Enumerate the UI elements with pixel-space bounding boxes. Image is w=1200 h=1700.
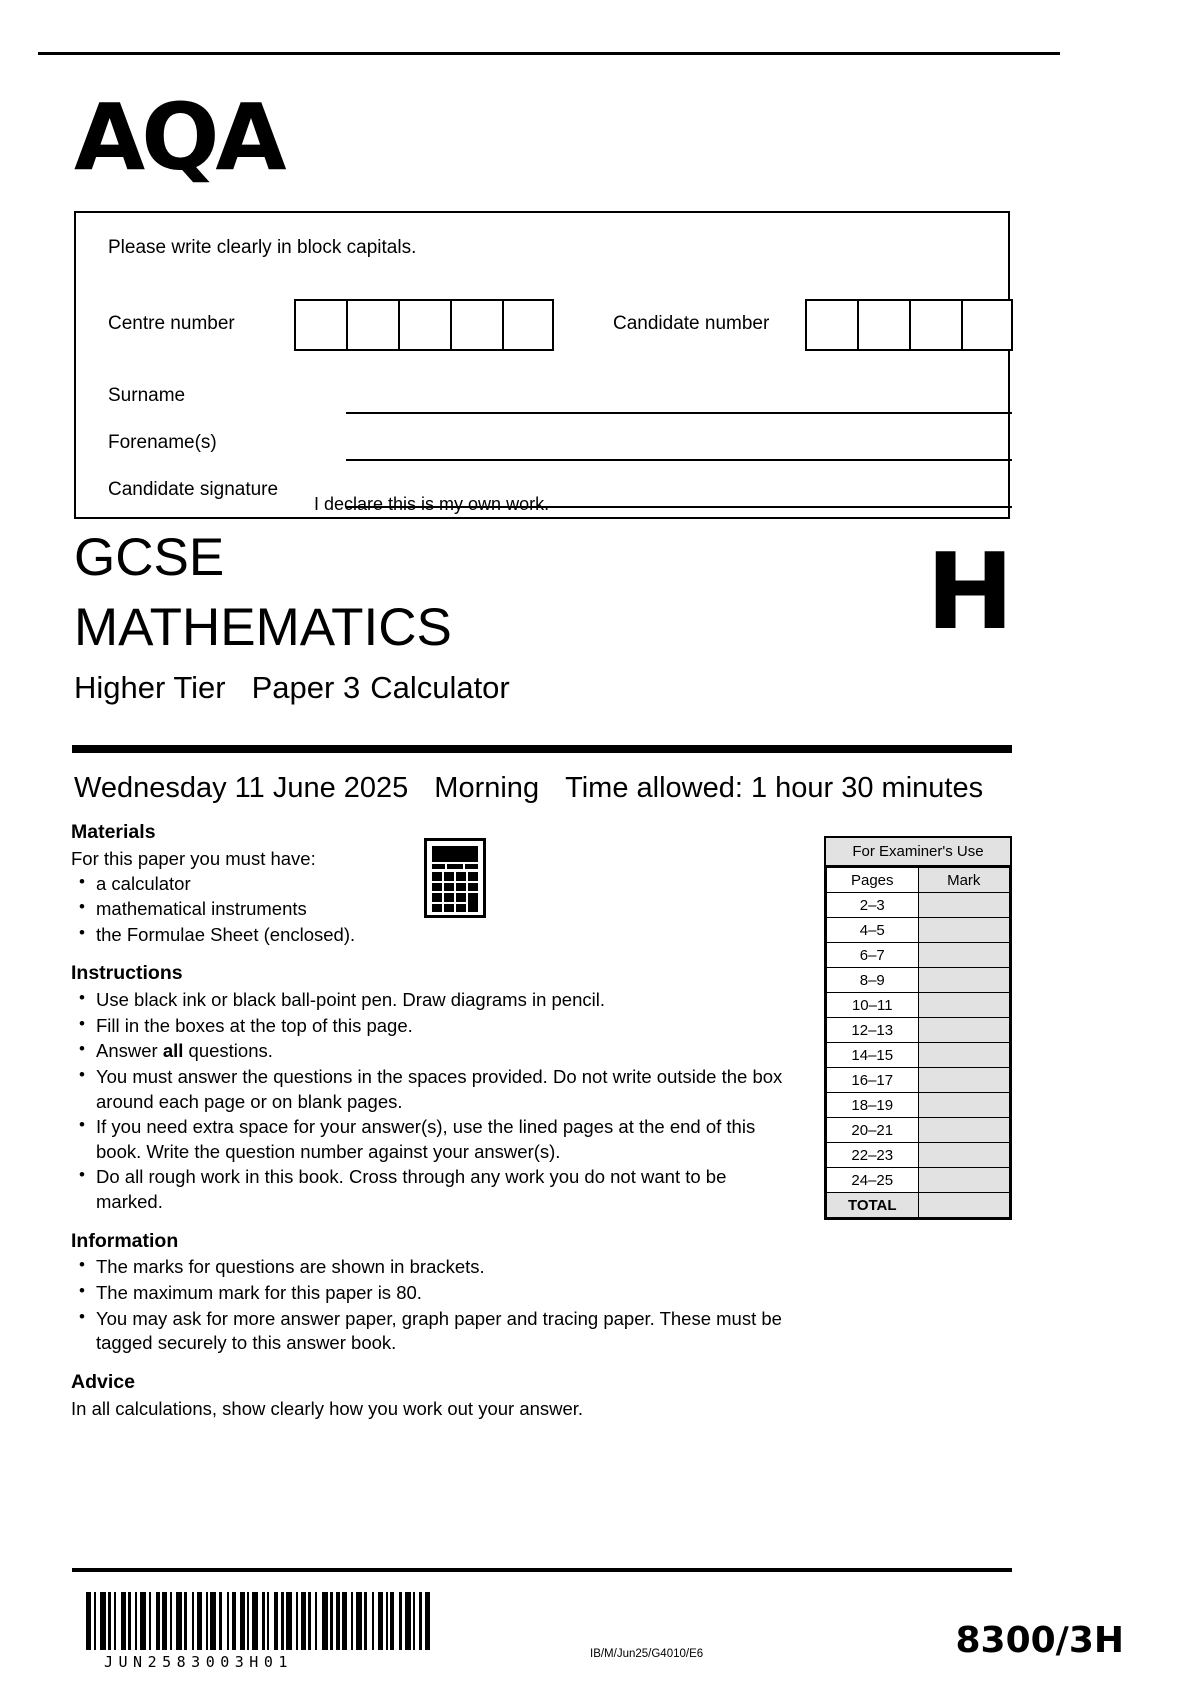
- top-divider: [38, 52, 1060, 55]
- pages-cell: 20–21: [827, 1118, 919, 1143]
- materials-intro: For this paper you must have:: [71, 847, 316, 869]
- forenames-label: Forename(s): [108, 432, 217, 453]
- candidate-number-label: Candidate number: [613, 313, 770, 334]
- list-item: • You must answer the questions in the spaces provided. Do not write outside the box around each page or on blank pages.: [96, 1065, 796, 1114]
- paper-instructions-column: [71, 820, 781, 1421]
- mark-cell[interactable]: [918, 993, 1010, 1018]
- barcode-number: JUN2583003H01: [104, 1653, 293, 1671]
- table-row: [827, 943, 1010, 968]
- tier-label: Higher Tier: [74, 670, 226, 705]
- centre-number-digit[interactable]: [346, 299, 398, 351]
- surname-row: [108, 385, 988, 425]
- number-fields-row: [108, 299, 988, 351]
- list-item-answer-all: [96, 1039, 796, 1064]
- subject-title: MATHEMATICS: [74, 598, 452, 657]
- candidate-number-digit[interactable]: [961, 299, 1013, 351]
- centre-number-digit[interactable]: [398, 299, 450, 351]
- centre-number-digit[interactable]: [450, 299, 502, 351]
- candidate-number-digit[interactable]: [857, 299, 909, 351]
- tier-letter-badge: H: [926, 531, 1014, 653]
- pages-cell: 2–3: [827, 893, 919, 918]
- col-header-pages: Pages: [827, 868, 919, 893]
- list-item: • You may ask for more answer paper, graph paper and tracing paper. These must be tagged securely to this answer book.: [96, 1307, 796, 1356]
- internal-reference-code: IB/M/Jun25/G4010/E6: [590, 1648, 704, 1660]
- table-row: [827, 1068, 1010, 1093]
- paper-code: 8300/3H: [955, 1620, 1124, 1661]
- materials-heading: Materials: [71, 821, 156, 843]
- paper-type-label: Calculator: [370, 670, 510, 705]
- centre-number-input[interactable]: [294, 299, 554, 351]
- total-label: TOTAL: [827, 1193, 919, 1218]
- candidate-number-digit[interactable]: [909, 299, 961, 351]
- list-item: • the Formulae Sheet (enclosed).: [96, 923, 426, 948]
- materials-list: [71, 872, 426, 948]
- mark-cell[interactable]: [918, 1118, 1010, 1143]
- examiner-table-title: For Examiner's Use: [826, 838, 1010, 867]
- tier-paper-line: [74, 670, 510, 706]
- mark-cell[interactable]: [918, 1093, 1010, 1118]
- pages-cell: 8–9: [827, 968, 919, 993]
- centre-number-digit[interactable]: [502, 299, 554, 351]
- col-header-mark: Mark: [918, 868, 1010, 893]
- aqa-logo: AQA: [74, 84, 283, 191]
- list-item: • Use black ink or black ball-point pen. Draw diagrams in pencil.: [96, 988, 796, 1013]
- pages-cell: 22–23: [827, 1143, 919, 1168]
- table-row: [827, 993, 1010, 1018]
- pages-cell: 16–17: [827, 1068, 919, 1093]
- exam-time-allowed: Time allowed: 1 hour 30 minutes: [565, 772, 984, 804]
- table-row: [827, 1093, 1010, 1118]
- answer-suffix: questions.: [183, 1040, 273, 1062]
- examiner-use-table: [824, 836, 1012, 1220]
- answer-prefix: Answer: [96, 1040, 163, 1062]
- exam-datetime-line: [74, 772, 983, 805]
- mark-cell[interactable]: [918, 943, 1010, 968]
- candidate-number-digit[interactable]: [805, 299, 857, 351]
- list-item: • The marks for questions are shown in brackets.: [96, 1255, 796, 1280]
- list-item: • The maximum mark for this paper is 80.: [96, 1281, 796, 1306]
- examiner-marks-table: [826, 867, 1010, 1218]
- pages-cell: 14–15: [827, 1043, 919, 1068]
- list-item: • Fill in the boxes at the top of this page.: [96, 1014, 796, 1039]
- table-row: [827, 1018, 1010, 1043]
- barcode-block: [86, 1592, 486, 1671]
- table-row: [827, 968, 1010, 993]
- table-row: [827, 1043, 1010, 1068]
- mark-cell[interactable]: [918, 1143, 1010, 1168]
- candidate-number-input[interactable]: [805, 299, 1013, 351]
- information-list: [71, 1255, 796, 1355]
- exam-date: Wednesday 11 June 2025: [74, 772, 409, 804]
- instructions-heading: Instructions: [71, 962, 183, 985]
- advice-text: In all calculations, show clearly how you work out your answer.: [71, 1397, 584, 1419]
- block-capitals-instruction: Please write clearly in block capitals.: [108, 237, 417, 258]
- table-row: [827, 918, 1010, 943]
- table-row: [827, 1168, 1010, 1193]
- table-total-row: [827, 1193, 1010, 1218]
- list-item: • If you need extra space for your answer(s), use the lined pages at the end of this book. Write the question number against your answer(s).: [96, 1115, 796, 1164]
- table-header-row: [827, 868, 1010, 893]
- total-mark-cell[interactable]: [918, 1193, 1010, 1218]
- pages-cell: 10–11: [827, 993, 919, 1018]
- mark-cell[interactable]: [918, 1018, 1010, 1043]
- mark-cell[interactable]: [918, 893, 1010, 918]
- pages-cell: 24–25: [827, 1168, 919, 1193]
- information-heading: Information: [71, 1229, 179, 1252]
- centre-number-label: Centre number: [108, 313, 235, 334]
- mark-cell[interactable]: [918, 1068, 1010, 1093]
- advice-heading: Advice: [71, 1370, 135, 1393]
- mark-cell[interactable]: [918, 918, 1010, 943]
- instructions-list: [71, 988, 796, 1214]
- mark-cell[interactable]: [918, 968, 1010, 993]
- table-row: [827, 1143, 1010, 1168]
- declaration-text: I declare this is my own work.: [314, 494, 550, 514]
- bottom-divider: [72, 1568, 1012, 1572]
- mark-cell[interactable]: [918, 1168, 1010, 1193]
- table-row: [827, 893, 1010, 918]
- barcode-image: [86, 1592, 486, 1650]
- pages-cell: 12–13: [827, 1018, 919, 1043]
- title-divider: [72, 745, 1012, 753]
- pages-cell: 6–7: [827, 943, 919, 968]
- pages-cell: 18–19: [827, 1093, 919, 1118]
- paper-label: Paper 3: [251, 670, 361, 705]
- list-item: • Do all rough work in this book. Cross through any work you do not want to be marked.: [96, 1165, 796, 1214]
- candidate-details-box: [74, 211, 1010, 519]
- surname-input-line[interactable]: [346, 412, 1012, 414]
- answer-all-emphasis: all: [162, 1040, 184, 1062]
- mark-cell[interactable]: [918, 1043, 1010, 1068]
- exam-session: Morning: [434, 772, 540, 804]
- table-row: [827, 1118, 1010, 1143]
- candidate-signature-label: Candidate signature: [108, 479, 279, 500]
- forenames-input-line[interactable]: [346, 459, 1012, 461]
- centre-number-digit[interactable]: [294, 299, 346, 351]
- list-item: • mathematical instruments: [96, 897, 426, 922]
- pages-cell: 4–5: [827, 918, 919, 943]
- qualification-title: GCSE: [74, 528, 225, 587]
- surname-label: Surname: [108, 385, 186, 406]
- list-item: • a calculator: [96, 872, 426, 897]
- forenames-row: [108, 432, 988, 472]
